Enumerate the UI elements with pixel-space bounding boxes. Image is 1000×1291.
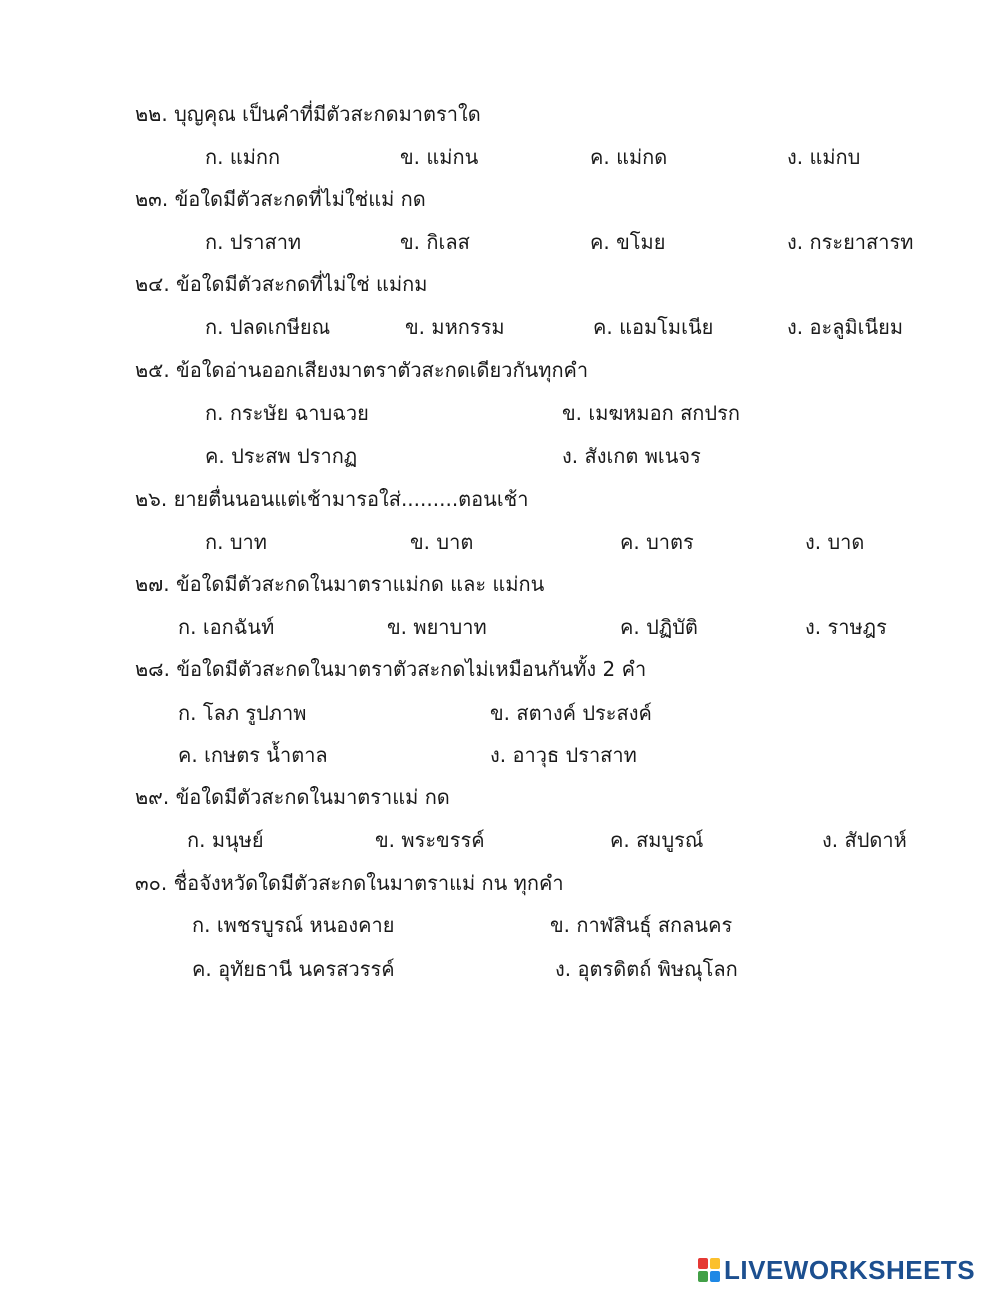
question-number: ๒๔.	[135, 272, 170, 296]
option-25-a[interactable]: ก. กระษัย ฉาบฉวย	[205, 401, 369, 425]
option-26-b[interactable]: ข. บาต	[410, 530, 474, 554]
question-text: ข้อใดมีตัวสะกดที่ไม่ใช่ แม่กม	[176, 272, 428, 296]
question-text: ข้อใดมีตัวสะกดในมาตราแม่กด และ แม่กน	[175, 572, 545, 596]
question-27	[135, 570, 544, 598]
option-23-d[interactable]: ง. กระยาสารท	[787, 230, 914, 254]
question-25	[135, 356, 588, 384]
option-29-c[interactable]: ค. สมบูรณ์	[610, 828, 704, 852]
option-28-c[interactable]: ค. เกษตร น้ำตาล	[178, 743, 328, 767]
option-22-d[interactable]: ง. แม่กบ	[787, 145, 861, 169]
option-22-a[interactable]: ก. แม่กก	[205, 145, 281, 169]
option-29-a[interactable]: ก. มนุษย์	[187, 828, 264, 852]
option-22-c[interactable]: ค. แม่กด	[590, 145, 668, 169]
option-30-b[interactable]: ข. กาฬสินธุ์ สกลนคร	[550, 913, 733, 937]
option-29-b[interactable]: ข. พระขรรค์	[375, 828, 485, 852]
option-29-d[interactable]: ง. สัปดาห์	[822, 828, 907, 852]
option-24-c[interactable]: ค. แอมโมเนีย	[593, 315, 714, 339]
question-number: ๒๕.	[135, 358, 170, 382]
question-29	[135, 783, 450, 811]
option-25-d[interactable]: ง. สังเกต พเนจร	[562, 444, 701, 468]
question-28	[135, 655, 646, 683]
question-text: ข้อใดมีตัวสะกดในมาตราตัวสะกดไม่เหมือนกันทั้ง 2 คำ	[176, 657, 647, 681]
question-23	[135, 185, 426, 213]
question-22	[135, 100, 481, 128]
option-26-a[interactable]: ก. บาท	[205, 530, 267, 554]
question-number: ๒๖.	[135, 487, 168, 511]
question-number: ๒๒.	[135, 102, 168, 126]
option-27-d[interactable]: ง. ราษฎร	[805, 615, 887, 639]
option-30-c[interactable]: ค. อุทัยธานี นครสวรรค์	[192, 957, 395, 981]
question-text: ข้อใดมีตัวสะกดที่ไม่ใช่แม่ กด	[174, 187, 426, 211]
option-28-a[interactable]: ก. โลภ รูปภาพ	[178, 701, 307, 725]
option-28-b[interactable]: ข. สตางค์ ประสงค์	[490, 701, 652, 725]
question-number: ๓๐.	[135, 871, 168, 895]
option-25-b[interactable]: ข. เมฆหมอก สกปรก	[562, 401, 740, 425]
question-number: ๒๘.	[135, 657, 170, 681]
option-26-d[interactable]: ง. บาด	[805, 530, 865, 554]
option-24-a[interactable]: ก. ปลดเกษียณ	[205, 315, 331, 339]
question-24	[135, 270, 427, 298]
question-text: ข้อใดมีตัวสะกดในมาตราแม่ กด	[175, 785, 450, 809]
option-22-b[interactable]: ข. แม่กน	[400, 145, 479, 169]
question-text: ยายตื่นนอนแต่เช้ามารอใส่.........ตอนเช้า	[173, 487, 529, 511]
question-26	[135, 485, 528, 513]
option-23-a[interactable]: ก. ปราสาท	[205, 230, 302, 254]
question-text: ชื่อจังหวัดใดมีตัวสะกดในมาตราแม่ กน ทุกคำ	[173, 871, 564, 895]
option-23-c[interactable]: ค. ขโมย	[590, 230, 666, 254]
question-text: ข้อใดอ่านออกเสียงมาตราตัวสะกดเดียวกันทุกคำ	[176, 358, 589, 382]
question-number: ๒๙.	[135, 785, 170, 809]
option-27-a[interactable]: ก. เอกฉันท์	[178, 615, 275, 639]
liveworksheets-icon	[698, 1258, 720, 1282]
question-30	[135, 869, 564, 897]
option-27-c[interactable]: ค. ปฏิบัติ	[620, 615, 698, 639]
option-24-b[interactable]: ข. มหกรรม	[405, 315, 505, 339]
option-23-b[interactable]: ข. กิเลส	[400, 230, 470, 254]
option-25-c[interactable]: ค. ประสพ ปรากฏ	[205, 444, 358, 468]
option-28-d[interactable]: ง. อาวุธ ปราสาท	[490, 743, 637, 767]
option-24-d[interactable]: ง. อะลูมิเนียม	[787, 315, 904, 339]
liveworksheets-logo	[698, 1255, 975, 1285]
question-number: ๒๓.	[135, 187, 169, 211]
question-number: ๒๗.	[135, 572, 170, 596]
option-26-c[interactable]: ค. บาตร	[620, 530, 694, 554]
question-text: บุญคุณ เป็นคำที่มีตัวสะกดมาตราใด	[174, 102, 481, 126]
option-27-b[interactable]: ข. พยาบาท	[387, 615, 487, 639]
brand-name: LIVEWORKSHEETS	[724, 1254, 976, 1285]
option-30-d[interactable]: ง. อุตรดิตถ์ พิษณุโลก	[555, 957, 738, 981]
option-30-a[interactable]: ก. เพชรบูรณ์ หนองคาย	[192, 913, 395, 937]
